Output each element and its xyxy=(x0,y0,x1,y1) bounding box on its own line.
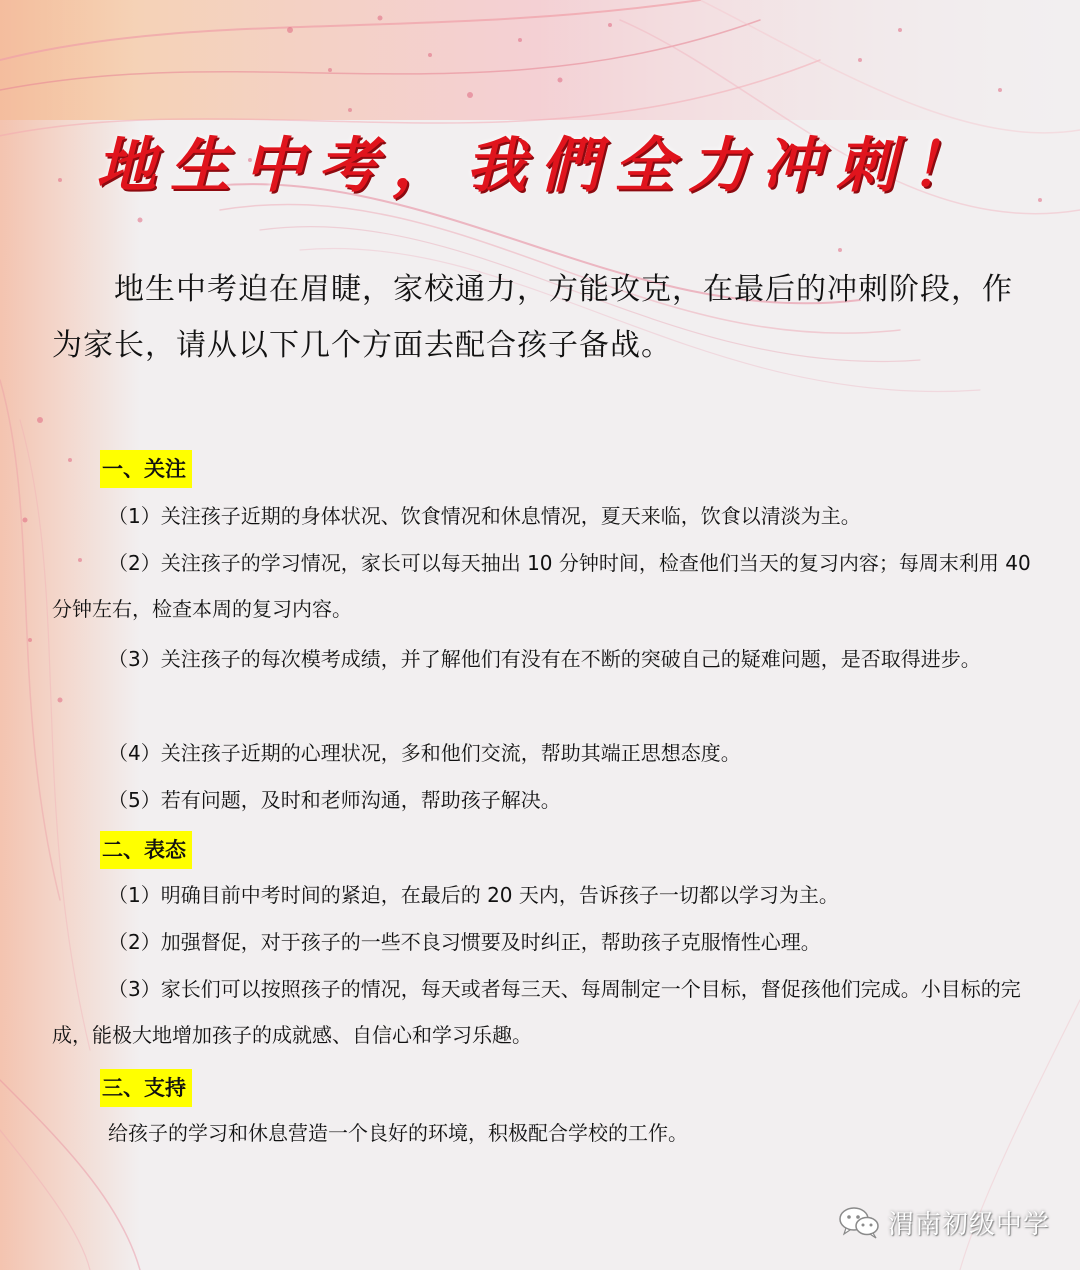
list-item-text: （1）明确目前中考时间的紧迫，在最后的 20 天内，告诉孩子一切都以学习为主。 xyxy=(108,883,839,907)
list-item xyxy=(52,636,1042,682)
section-heading-support: 三、支持 xyxy=(100,1069,192,1107)
list-item-text: （1）关注孩子近期的身体状况、饮食情况和休息情况，夏天来临，饮食以清淡为主。 xyxy=(108,504,861,528)
list-item xyxy=(52,1110,1042,1156)
list-item xyxy=(52,919,1042,965)
intro-text: 地生中考迫在眉睫，家校通力，方能攻克，在最后的冲刺阶段，作为家长，请从以下几个方面去配合孩子备战。 xyxy=(52,272,1013,363)
section-heading-attitude: 二、表态 xyxy=(100,831,192,869)
list-item xyxy=(52,777,1042,823)
list-item-text: （3）关注孩子的每次模考成绩，并了解他们有没有在不断的突破自己的疑难问题，是否取得进步。 xyxy=(108,647,981,671)
list-item-text: （2）关注孩子的学习情况，家长可以每天抽出 10 分钟时间，检查他们当天的复习内容；每周末利用 40 分钟左右，检查本周的复习内容。 xyxy=(52,551,1031,621)
list-item xyxy=(52,730,1042,776)
list-item-text: （2）加强督促，对于孩子的一些不良习惯要及时纠正，帮助孩子克服惰性心理。 xyxy=(108,930,821,954)
account-watermark xyxy=(838,1202,1050,1242)
account-name: 渭南初级中学 xyxy=(888,1209,1051,1240)
wechat-icon xyxy=(838,1205,880,1239)
list-item xyxy=(52,493,1042,539)
list-item xyxy=(52,540,1042,632)
page-title: 地生中考，我們全力冲刺！ xyxy=(96,131,984,201)
list-item xyxy=(52,966,1042,1058)
list-item-text: （4）关注孩子近期的心理状况，多和他们交流，帮助其端正思想态度。 xyxy=(108,741,741,765)
list-item-text: （3）家长们可以按照孩子的情况，每天或者每三天、每周制定一个目标，督促孩他们完成。小目标的完成，能极大地增加孩子的成就感、自信心和学习乐趣。 xyxy=(52,977,1021,1047)
list-item-text: 给孩子的学习和休息营造一个良好的环境，积极配合学校的工作。 xyxy=(108,1121,688,1145)
list-item xyxy=(52,872,1042,918)
intro-paragraph xyxy=(52,262,1042,374)
section-heading-attention: 一、关注 xyxy=(100,450,192,488)
list-item-text: （5）若有问题，及时和老师沟通，帮助孩子解决。 xyxy=(108,788,561,812)
